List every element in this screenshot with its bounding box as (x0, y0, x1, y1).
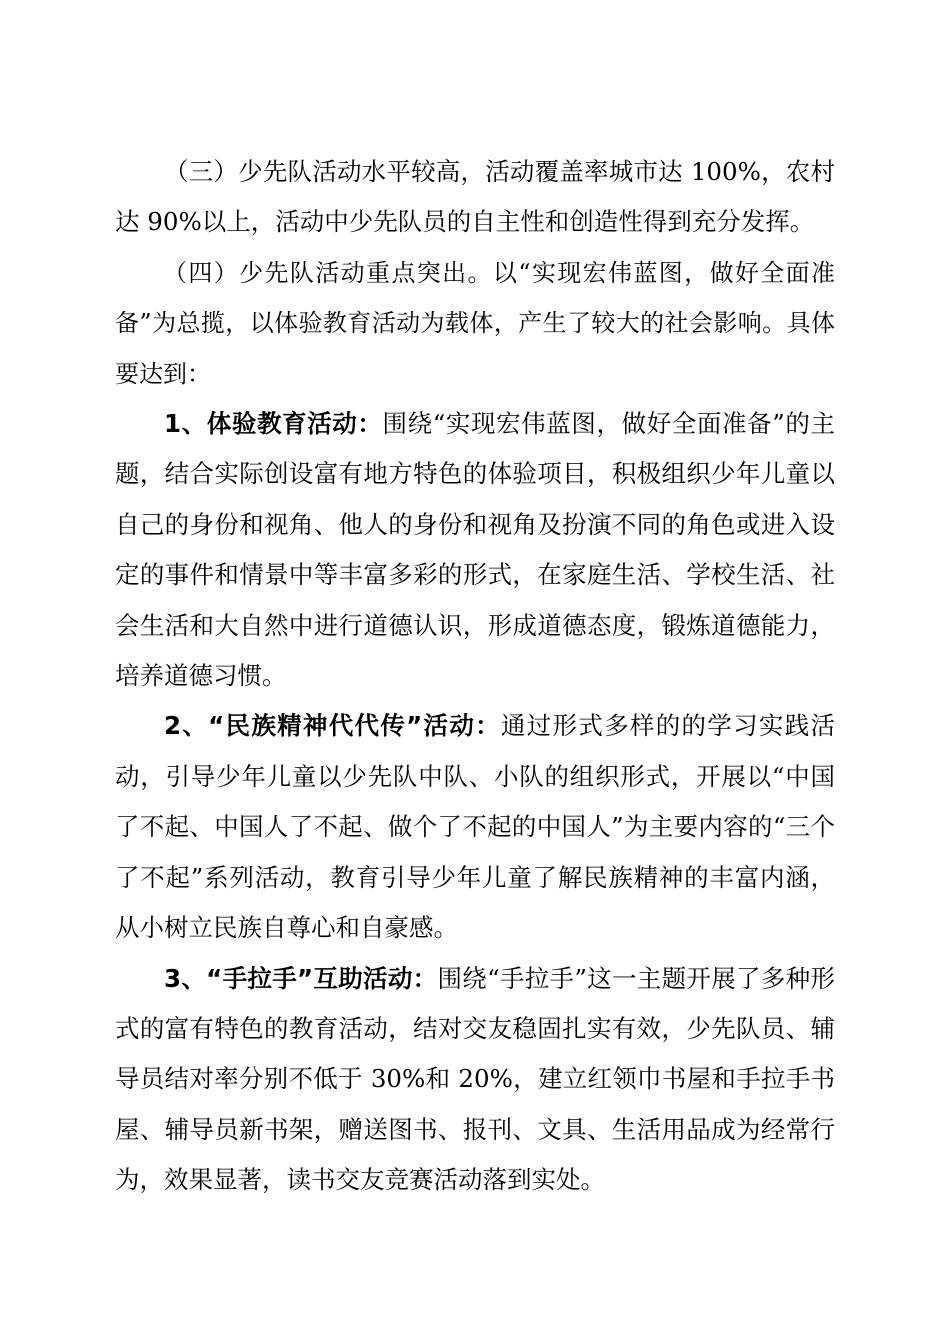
item-1 (115, 399, 835, 701)
item-2 (115, 701, 835, 953)
paragraph-4-heading: （四）少先队活动重点突出。 (163, 258, 493, 287)
item-3-text: 围绕“手拉手”这一主题开展了多种形式的富有特色的教育活动，结对交友稳固扎实有效，少先队员、辅导员结对率分别不低于 30%和 20%，建立红领巾书屋和手拉手书屋、辅导员新书架，赠送图书、报刊、文具、生活用品成为经常行为，效果显著，读书交友竞赛活动落到实处。 (115, 963, 835, 1195)
paragraph-4 (115, 248, 835, 399)
item-2-heading: 2、“民族精神代代传”活动： (164, 711, 501, 741)
document-page (115, 147, 835, 1206)
paragraph-3-text: （三）少先队活动水平较高，活动覆盖率城市达 100%，农村达 90%以上，活动中少先队员的自主性和创造性得到充分发挥。 (115, 157, 835, 237)
item-1-heading: 1、体验教育活动： (164, 409, 383, 439)
item-2-text: 通过形式多样的的学习实践活动，引导少年儿童以少先队中队、小队的组织形式，开展以“中国了不起、中国人了不起、做个了不起的中国人”为主要内容的“三个了不起”系列活动，教育引导少年儿童了解民族精神的丰富内涵，从小树立民族自尊心和自豪感。 (115, 711, 835, 943)
item-3-heading: 3、“手拉手”互助活动： (164, 963, 438, 993)
item-3 (115, 954, 835, 1206)
item-1-text: 围绕“实现宏伟蓝图，做好全面准备”的主题，结合实际创设富有地方特色的体验项目，积极组织少年儿童以自己的身份和视角、他人的身份和视角及扮演不同的角色或进入设定的事件和情景中等丰富多彩的形式，在家庭生活、学校生活、社会生活和大自然中进行道德认识，形成道德态度，锻炼道德能力，培养道德习惯。 (115, 409, 835, 691)
paragraph-3 (115, 147, 835, 248)
paragraph-4-text: 以“实现宏伟蓝图，做好全面准备”为总揽，以体验教育活动为载体，产生了较大的社会影响。具体要达到： (115, 258, 835, 388)
